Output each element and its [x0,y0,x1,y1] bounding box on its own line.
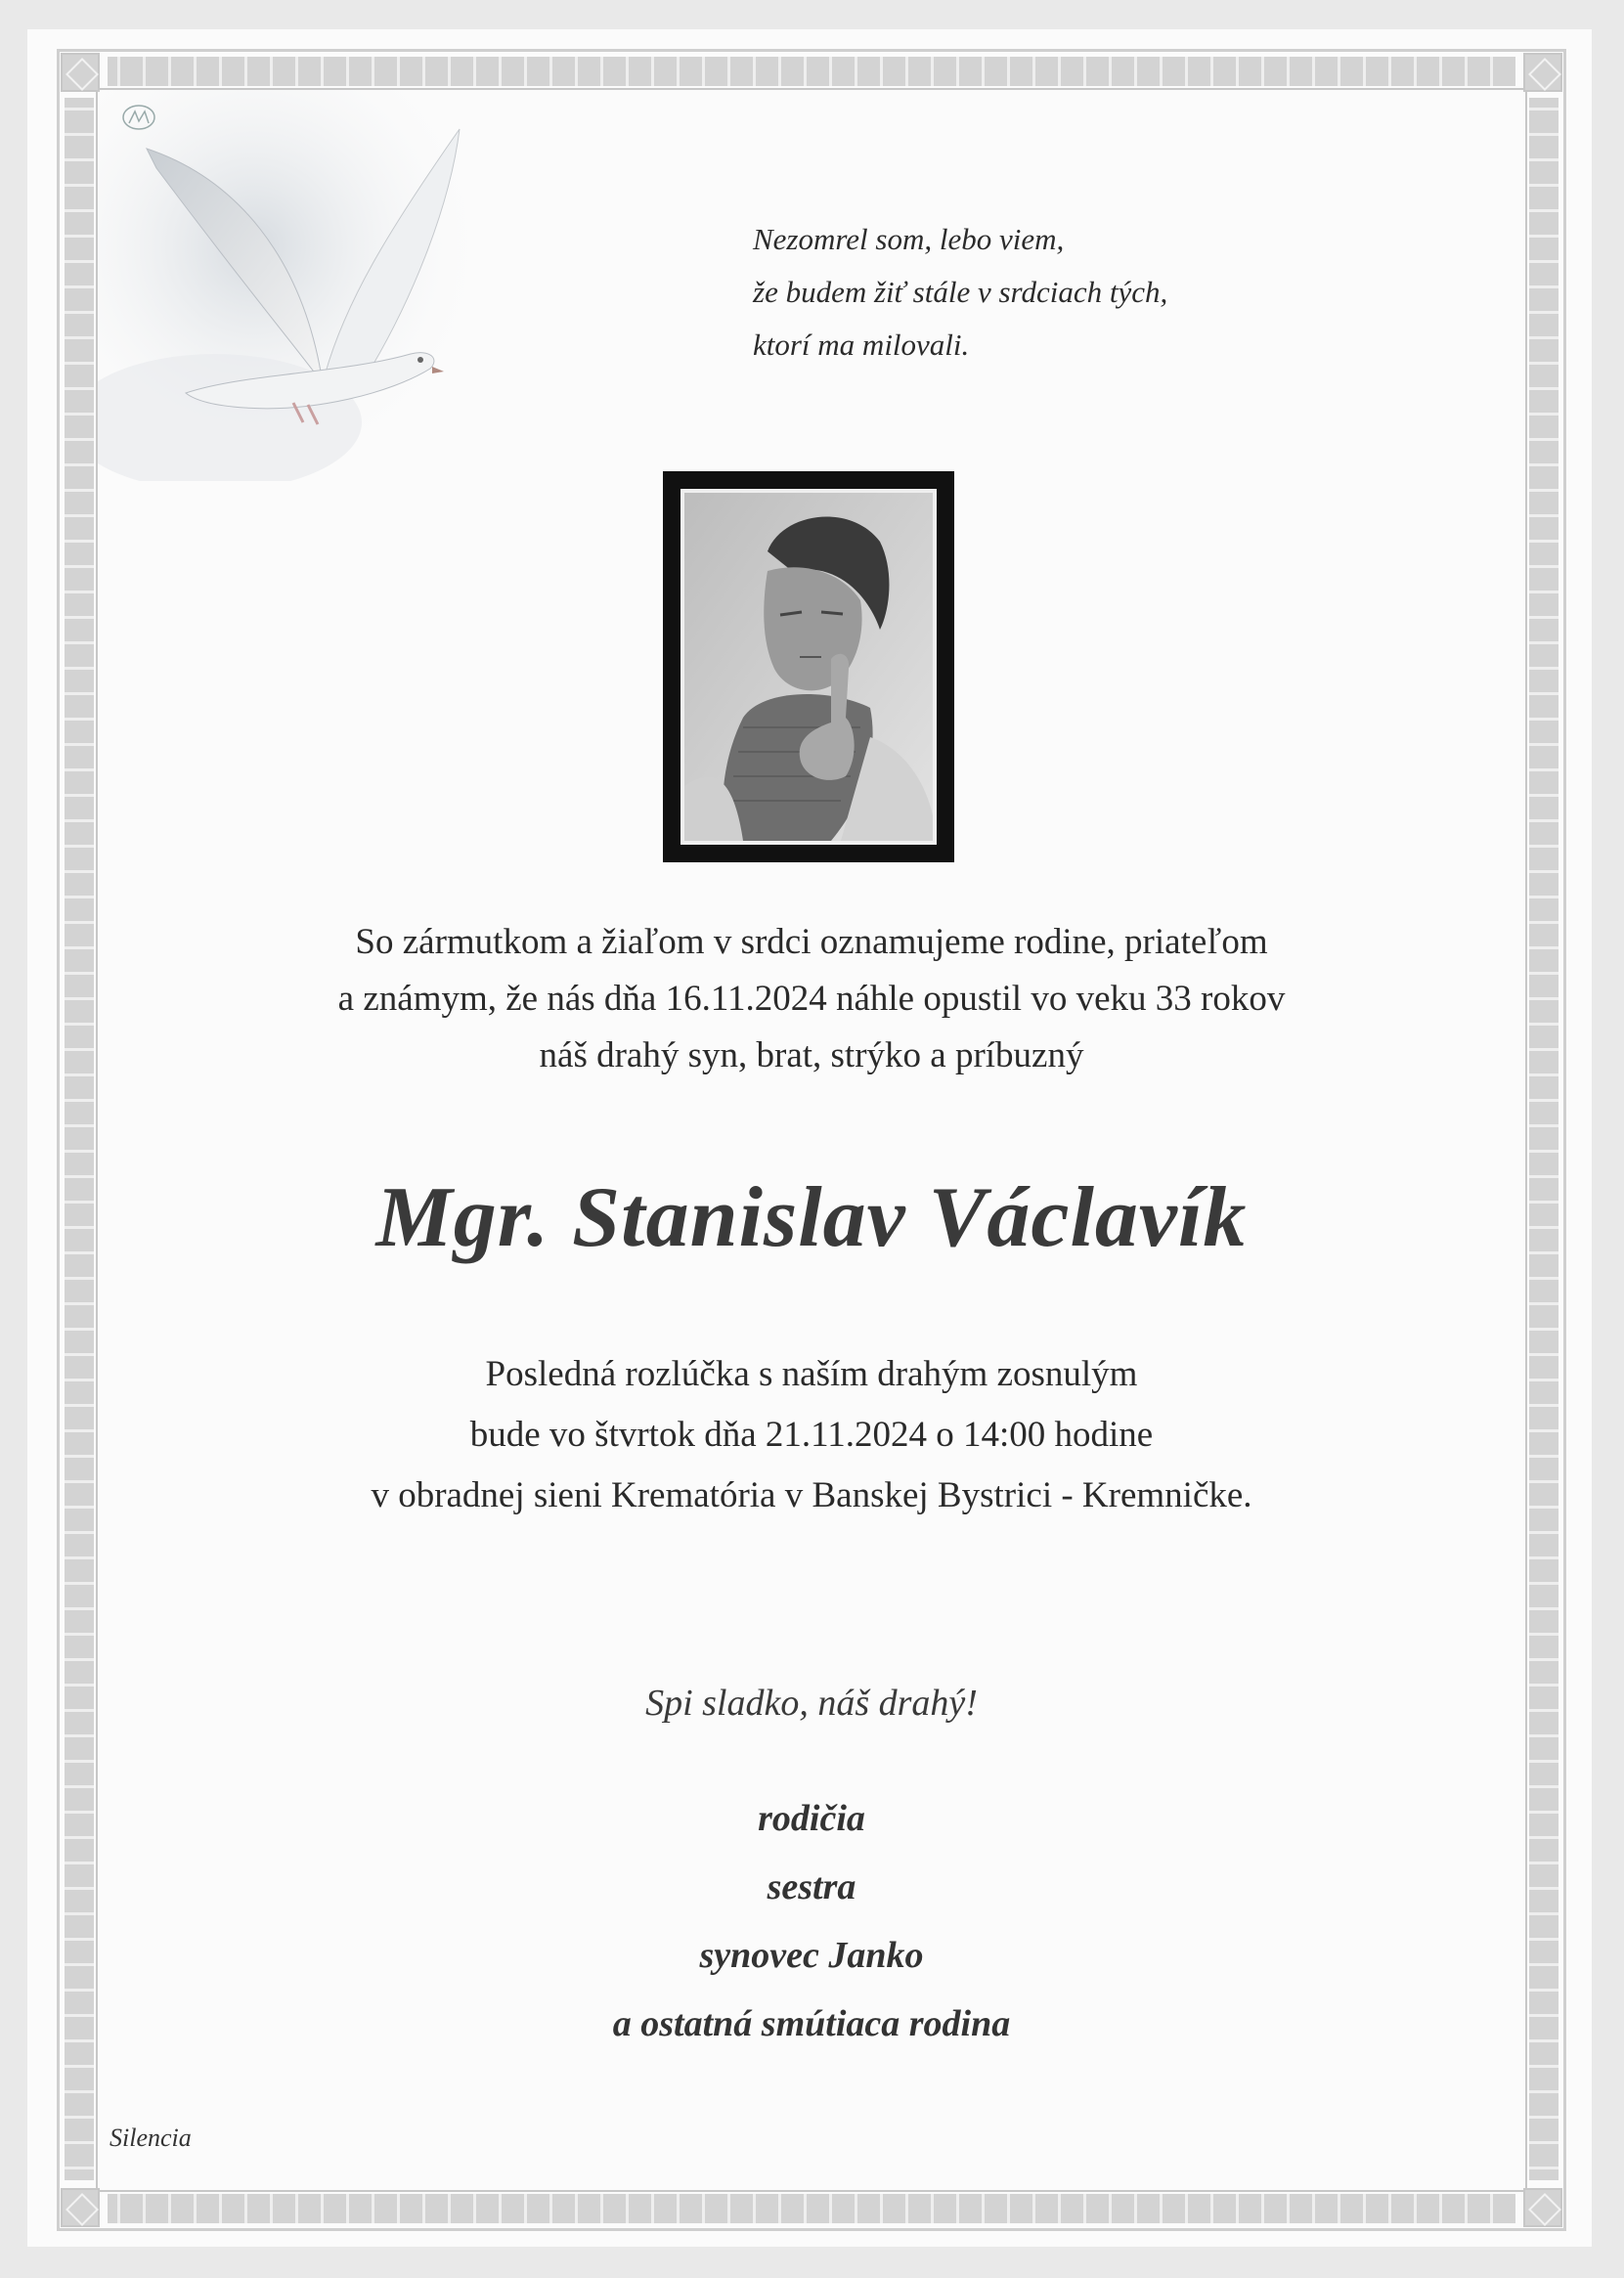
corner-ornament-tl [61,53,100,92]
border-left-band [65,98,94,2180]
corner-ornament-tr [1523,53,1562,92]
announcement-line: So zármutkom a žiaľom v srdci oznamujeme rodine, priateľom [355,922,1268,962]
mourner-item: sestra [767,1866,856,1907]
corner-ornament-br [1523,2188,1562,2227]
poem-line: že budem žiť stále v srdciach tých, [753,275,1168,309]
poem [753,213,1437,372]
dove-icon [98,90,489,481]
mourner-item: a ostatná smútiaca rodina [612,2003,1011,2044]
announcement [156,914,1467,1084]
logo-icon [121,104,156,131]
border-bottom-band [108,2194,1515,2223]
deceased-name: Mgr. Stanislav Václavík [375,1170,1248,1265]
announcement-line: a známym, že nás dňa 16.11.2024 náhle opustil vo veku 33 rokov [337,979,1286,1019]
portrait-photo [684,493,933,841]
corner-ornament-bl [61,2188,100,2227]
mourner-item: synovec Janko [699,1935,924,1976]
announcement-line: náš drahý syn, brat, strýko a príbuzný [539,1035,1084,1075]
poem-line: Nezomrel som, lebo viem, [753,222,1065,256]
funeral-line: bude vo štvrtok dňa 21.11.2024 o 14:00 hodine [469,1415,1154,1455]
funeral-line: v obradnej sieni Krematória v Banskej Bystrici - Kremničke. [371,1475,1252,1515]
border-top-band [108,57,1515,86]
funeral-line: Posledná rozlúčka s naším drahým zosnulým [485,1354,1138,1394]
mourners-list [156,1784,1467,2058]
photo-frame [663,471,954,862]
funeral-info [156,1344,1467,1526]
mourner-item: rodičia [758,1798,865,1839]
publisher-signature: Silencia [110,2124,192,2152]
farewell-phrase: Spi sladko, náš drahý! [645,1683,978,1724]
border-right-band [1529,98,1558,2180]
photo-mat [680,489,937,845]
poem-line: ktorí ma milovali. [753,328,970,362]
